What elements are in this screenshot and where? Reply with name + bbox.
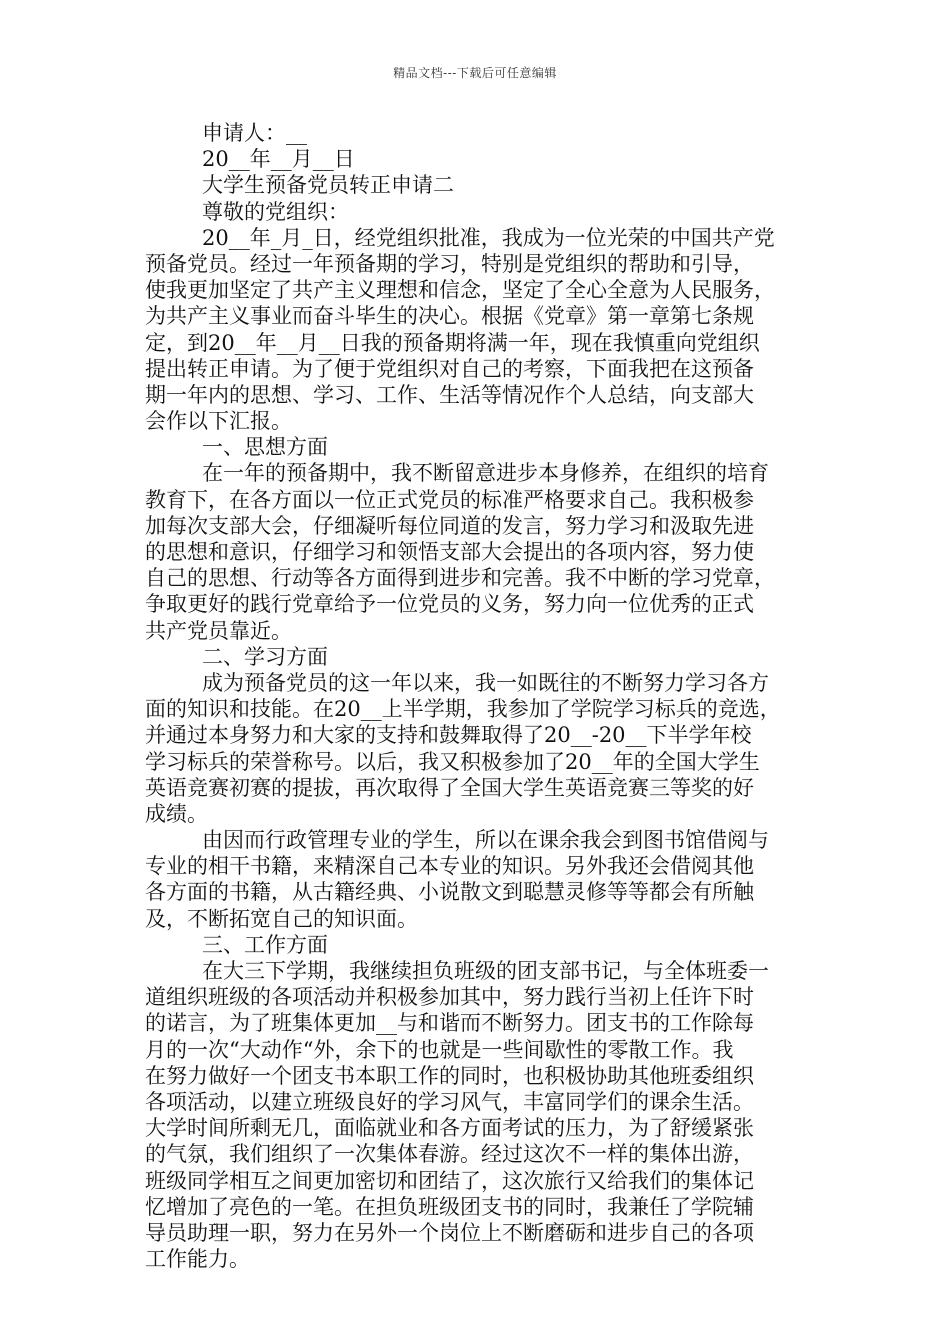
text-line: 加每次支部大会，仔细凝听每位同道的发言，努力学习和汲取先进: [145, 513, 754, 538]
text-line: 在一年的预备期中，我不断留意进步本身修养，在组织的培育: [202, 461, 769, 486]
text-line: 导员助理一职，努力在另外一个岗位上不断磨砺和进步自己的各项: [145, 1220, 754, 1245]
text-line: 争取更好的践行党章给予一位党员的义务，努力向一位优秀的正式: [145, 592, 754, 617]
text-line: 各项活动，以建立班级良好的学习风气，丰富同学们的课余生活。: [145, 1089, 754, 1114]
text-line: 的诺言，为了班集体更加__与和谐而不断努力。团支书的工作除每: [145, 1011, 754, 1036]
document-body: [145, 120, 810, 1272]
text-line: 二、学习方面: [202, 644, 328, 669]
text-line: 三、工作方面: [202, 932, 328, 957]
text-line: 学习标兵的荣誉称号。以后，我又积极参加了20__年的全国大学生: [145, 749, 760, 774]
text-line: 大学时间所剩无几，面临就业和各方面考试的压力，为了舒缓紧张: [145, 1116, 754, 1141]
text-line: 一、思想方面: [202, 435, 328, 460]
text-line: 自己的思想、行动等各方面得到进步和完善。我不中断的学习党章，: [145, 566, 775, 591]
text-line: 定，到20__年__月__日我的预备期将满一年，现在我慎重向党组织: [145, 330, 760, 355]
text-line: 各方面的书籍，从古籍经典、小说散文到聪慧灵修等等都会有所触: [145, 880, 754, 905]
text-line: 及，不断拓宽自己的知识面。: [145, 906, 418, 931]
text-line: 面的知识和技能。在20__上半学期，我参加了学院学习标兵的竞选，: [145, 697, 781, 722]
text-line: 在大三下学期，我继续担负班级的团支部书记，与全体班委一: [202, 959, 769, 983]
text-line: 预备党员。经过一年预备期的学习，特别是党组织的帮助和引导，: [145, 251, 754, 276]
text-line: 英语竞赛初赛的提拔，再次取得了全国大学生英语竞赛三等奖的好: [145, 775, 754, 800]
text-line: 期一年内的思想、学习、工作、生活等情况作个人总结，向支部大: [145, 382, 754, 407]
text-line: 在努力做好一个团支书本职工作的同时，也积极协助其他班委组织: [145, 1063, 754, 1088]
text-line: 申请人：__: [202, 121, 307, 145]
text-line: 的思想和意识，仔细学习和领悟支部大会提出的各项内容，努力使: [145, 540, 754, 564]
text-line: 会作以下汇报。: [145, 409, 292, 434]
text-line: 教育下，在各方面以一位正式党员的标准严格要求自己。我积极参: [145, 487, 754, 512]
text-line: 工作能力。: [145, 1247, 250, 1272]
text-line: 专业的相干书籍，来精深自己本专业的知识。另外我还会借阅其他: [145, 854, 754, 879]
text-line: 使我更加坚定了共产主义理想和信念，坚定了全心全意为人民服务，: [145, 278, 775, 303]
text-line: 的气氛，我们组织了一次集体春游。经过这次不一样的集体出游，: [145, 1142, 754, 1167]
text-line: 月的一次“大动作“外，余下的也就是一些间歇性的零散工作。我: [145, 1037, 734, 1062]
text-line: 提出转正申请。为了便于党组织对自己的考察，下面我把在这预备: [145, 356, 754, 381]
text-line: 班级同学相互之间更加密切和团结了，这次旅行又给我们的集体记: [145, 1168, 754, 1193]
text-line: 20__年_月_日，经党组织批准，我成为一位光荣的中国共产党: [202, 225, 775, 250]
text-line: 忆增加了亮色的一笔。在担负班级团支书的同时，我兼任了学院辅: [145, 1194, 754, 1219]
text-line: 并通过本身努力和大家的支持和鼓舞取得了20__-20__下半学年校: [145, 723, 752, 748]
text-line: 成绩。: [145, 801, 208, 826]
page-header: 精品文档---下载后可任意编辑: [393, 66, 557, 80]
text-line: 大学生预备党员转正申请二: [202, 173, 454, 198]
text-line: 成为预备党员的这一年以来，我一如既往的不断努力学习各方: [202, 670, 769, 695]
text-line: 为共产主义事业而奋斗毕生的决心。根据《党章》第一章第七条规: [145, 304, 754, 329]
text-line: 道组织班级的各项活动并积极参加其中，努力践行当初上任许下时: [145, 985, 754, 1010]
text-line: 20__年__月__日: [202, 147, 355, 172]
text-line: 由因而行政管理专业的学生，所以在课余我会到图书馆借阅与: [202, 828, 769, 853]
text-line: 共产党员靠近。: [145, 618, 292, 643]
text-line: 尊敬的党组织：: [202, 199, 349, 224]
